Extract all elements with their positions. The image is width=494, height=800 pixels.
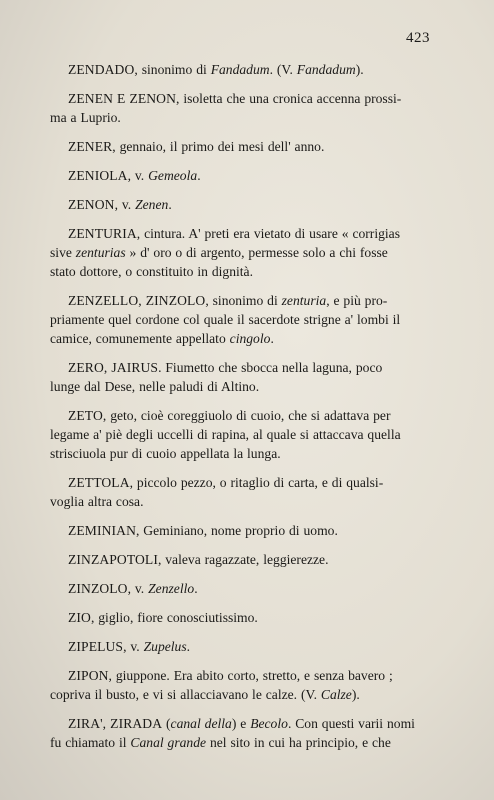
dictionary-entry: [50, 608, 428, 627]
entry-text: , giglio, fiore conosciutissimo.: [90, 610, 258, 625]
entry-text: , geto, cioè coreggiuolo di cuoio, che si adattava per: [102, 408, 391, 423]
dictionary-entry: [50, 195, 428, 214]
entry-text: ).: [351, 687, 360, 702]
entry-italic-term: Zupelus: [143, 639, 187, 654]
entry-italic-term: Fandadum: [296, 62, 356, 77]
entry-headword: ZETO: [68, 408, 103, 423]
entry-line: [50, 608, 428, 627]
entry-line: [50, 666, 428, 685]
entry-text: priamente quel cordone col quale il sacerdote strigne a' lombi il: [50, 312, 401, 327]
entry-text: . Con questi varii nomi: [287, 716, 415, 731]
entry-line: [50, 685, 428, 704]
entry-line: [50, 473, 428, 492]
entry-text: .: [168, 197, 172, 212]
entry-headword: ZENER: [68, 139, 113, 154]
entry-text: lunge dal Dese, nelle paludi di Altino.: [50, 379, 260, 394]
entry-text: .: [270, 331, 274, 346]
dictionary-entry: [50, 291, 428, 348]
entry-line: [50, 310, 428, 329]
dictionary-entry: [50, 473, 428, 511]
entry-text: , gennaio, il primo dei mesi dell' anno.: [112, 139, 325, 154]
entry-headword: ZENZELLO, ZINZOLO: [68, 293, 206, 308]
page-number: 423: [406, 30, 430, 46]
entry-italic-term: Canal grande: [130, 735, 207, 750]
entry-text: (: [162, 716, 171, 731]
entry-italic-term: cingolo: [229, 331, 271, 346]
entry-headword: ZENEN E ZENON: [68, 91, 177, 106]
entry-text: strisciuola pur di cuoio appellata la lunga.: [50, 446, 281, 461]
entry-text: , cintura. A' preti era vietato di usare « corrigias: [136, 226, 401, 241]
entry-text: , giuppone. Era abito corto, stretto, e senza bavero ;: [108, 668, 393, 683]
entry-headword: ZEMINIAN: [68, 523, 136, 538]
entry-text: .: [194, 581, 198, 596]
entry-text: fu chiamato il: [50, 735, 131, 750]
entry-line: [50, 521, 428, 540]
entry-text: , sinonimo di: [134, 62, 211, 77]
dictionary-entry: [50, 550, 428, 569]
entry-line: [50, 89, 428, 108]
entry-text: , e più pro-: [326, 293, 388, 308]
entry-text: legame a' piè degli uccelli di rapina, al quale si attaccava quella: [50, 427, 401, 442]
entry-text: , sinonimo di: [205, 293, 282, 308]
entry-line: [50, 108, 428, 127]
entry-italic-term: Zenzello: [148, 581, 195, 596]
entry-italic-term: canal della: [170, 716, 232, 731]
dictionary-entry: [50, 714, 428, 752]
entry-headword: ZIO: [68, 610, 91, 625]
entry-italic-term: zenturias: [75, 245, 126, 260]
entry-italic-term: Gemeola: [148, 168, 198, 183]
entry-line: [50, 291, 428, 310]
entry-line: [50, 243, 428, 262]
entry-text: , v.: [123, 639, 144, 654]
entry-line: [50, 425, 428, 444]
entry-text: ).: [355, 62, 364, 77]
entry-text: sive: [50, 245, 76, 260]
entry-text: , valeva ragazzate, leggierezze.: [157, 552, 329, 567]
entry-headword: ZIPELUS: [68, 639, 124, 654]
entry-italic-term: Calze: [320, 687, 352, 702]
entry-line: [50, 550, 428, 569]
entry-italic-term: Zenen: [135, 197, 169, 212]
entry-headword: ZENIOLA: [68, 168, 128, 183]
entry-text: voglia altra cosa.: [50, 494, 144, 509]
entry-headword: ZETTOLA: [68, 475, 130, 490]
dictionary-entry: [50, 224, 428, 281]
entry-headword: ZINZOLO: [68, 581, 128, 596]
dictionary-entry: [50, 521, 428, 540]
entry-text: .: [186, 639, 191, 654]
dictionary-entry: [50, 579, 428, 598]
entry-headword: ZENDADO: [68, 62, 135, 77]
entry-line: [50, 579, 428, 598]
entry-text: » d' oro o di argento, permesse solo a chi fosse: [125, 245, 388, 260]
entry-line: [50, 166, 428, 185]
entry-italic-term: Fandadum: [210, 62, 270, 77]
entry-line: [50, 262, 428, 281]
entry-line: [50, 637, 428, 656]
entry-text: , piccolo pezzo, o ritaglio di carta, e di qualsi-: [129, 475, 384, 490]
dictionary-entry: [50, 637, 428, 656]
dictionary-entry: [50, 358, 428, 396]
entry-text: , v.: [127, 581, 149, 596]
entry-text: ma a Luprio.: [50, 110, 121, 125]
entry-text: . (V.: [269, 62, 297, 77]
entry-headword: ZIRA', ZIRADA: [68, 716, 163, 731]
entry-line: [50, 224, 428, 243]
entry-text: nel sito in cui ha principio, e che: [206, 735, 391, 750]
dictionary-entry: [50, 406, 428, 463]
entry-headword: ZIPON: [68, 668, 109, 683]
dictionary-entry: [50, 666, 428, 704]
entry-text: .: [197, 168, 201, 183]
entry-text: stato dottore, o constituito in dignità.: [50, 264, 253, 279]
entry-headword: ZERO, JAIRUS: [68, 360, 159, 375]
entry-line: [50, 60, 428, 79]
dictionary-entries: [50, 60, 428, 762]
entry-line: [50, 329, 428, 348]
entry-italic-term: zenturia: [281, 293, 327, 308]
dictionary-entry: [50, 89, 428, 127]
entry-headword: ZENON: [68, 197, 115, 212]
entry-line: [50, 358, 428, 377]
entry-line: [50, 444, 428, 463]
entry-text: , Geminiano, nome proprio di uomo.: [136, 523, 338, 538]
entry-text: . Fiumetto che sbocca nella laguna, poco: [158, 360, 383, 375]
dictionary-entry: [50, 166, 428, 185]
entry-italic-term: Becolo: [250, 716, 288, 731]
entry-text: , v.: [114, 197, 136, 212]
entry-line: [50, 492, 428, 511]
entry-text: , v.: [127, 168, 149, 183]
dictionary-entry: [50, 60, 428, 79]
entry-line: [50, 377, 428, 396]
entry-line: [50, 406, 428, 425]
entry-line: [50, 195, 428, 214]
entry-line: [50, 733, 428, 752]
entry-text: camice, comunemente appellato: [50, 331, 230, 346]
entry-headword: ZINZAPOTOLI: [68, 552, 158, 567]
entry-line: [50, 137, 428, 156]
entry-text: ) e: [231, 716, 251, 731]
entry-headword: ZENTURIA: [68, 226, 137, 241]
entry-text: , isoletta che una cronica accenna prossi-: [176, 91, 402, 106]
entry-text: copriva il busto, e vi si allacciavano le calze. (V.: [50, 687, 321, 702]
dictionary-entry: [50, 137, 428, 156]
entry-line: [50, 714, 428, 733]
